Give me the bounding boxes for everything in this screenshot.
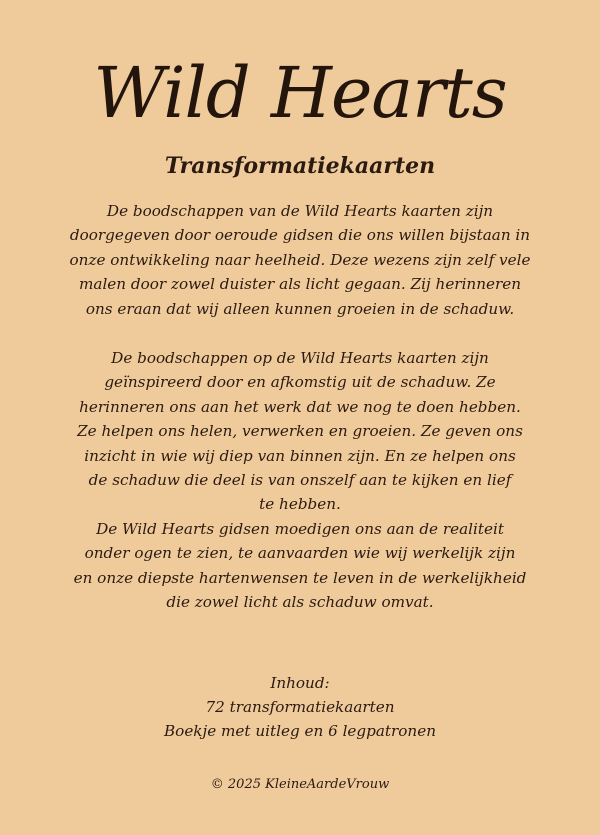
contents-heading: Inhoud: (270, 674, 330, 692)
intro-paragraph: De boodschappen van de Wild Hearts kaarten zijn doorgegeven door oeroude gidsen die ons willen bijstaan in onze ontwikkeling naar heelheid. Deze wezens zijn zelf vele malen door zowel duister als licht gegaan. Zij herinneren ons eraan dat wij alleen kunnen groeien in de schaduw. (69, 202, 531, 318)
contents-item: Boekje met uitleg en 6 legpatronen (164, 722, 436, 740)
contents-item: 72 transformatiekaarten (205, 698, 395, 716)
page-subtitle: Transformatiekaarten (164, 153, 436, 179)
copyright-notice: © 2025 KleineAardeVrouw (210, 777, 390, 792)
contents-section (0, 671, 600, 743)
description-paragraph: De boodschappen op de Wild Hearts kaarten zijn geïnspireerd door en afkomstig uit de schaduw. Ze herinneren ons aan het werk dat we nog te doen hebben. Ze helpen ons helen, verwerken en groeien. Ze geven ons inzicht in wie wij diep van binnen zijn. En ze helpen ons de schaduw die deel is van onszelf aan te kijken en lief te hebben. De Wild Hearts gidsen moedigen ons aan de realiteit onder ogen te zien, te aanvaarden wie wij werkelijk zijn en onze diepste hartenwensen te leven in de werkelijkheid die zowel licht als schaduw omvat. (73, 349, 527, 612)
page-title: Wild Hearts (93, 52, 507, 134)
